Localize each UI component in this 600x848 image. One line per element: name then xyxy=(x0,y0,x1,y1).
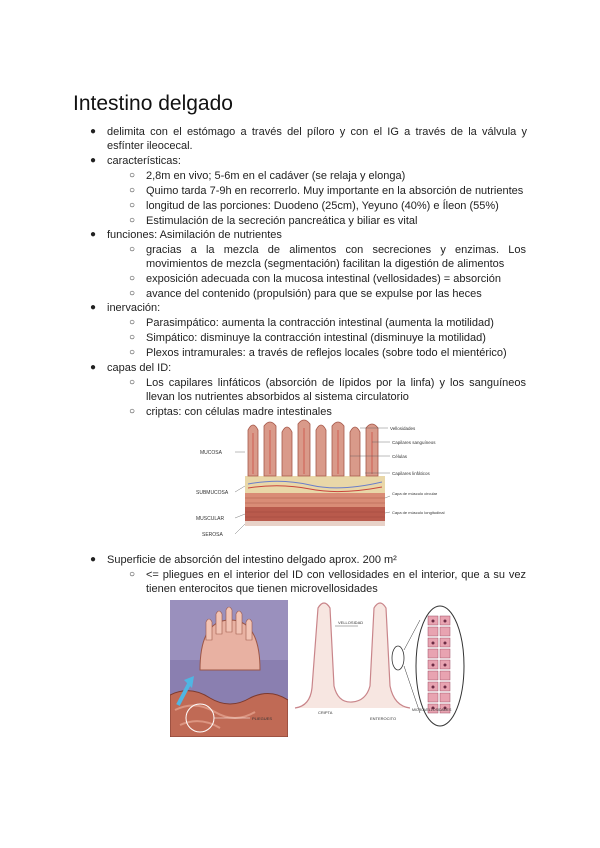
sub-bullet-text: Estimulación de la secreción pancreática y biliar es vital xyxy=(146,215,418,227)
bullet-text: esfínter ileocecal. xyxy=(107,140,193,152)
bullet-text: características: xyxy=(107,155,181,167)
label-serosa: SEROSA xyxy=(202,532,223,538)
bullet-text: delimita con el estómago a través del píloro y con el IG a través de la válvula y xyxy=(107,126,527,138)
villus-enterocyte-diagram xyxy=(290,598,470,733)
sub-bullet-text: 2,8m en vivo; 5-6m en el cadáver (se relaja y elonga) xyxy=(146,170,406,182)
label-capilares-sanguineos: Capilares sanguíneos xyxy=(392,440,436,445)
sub-bullet-text: longitud de las porciones: Duodeno (25cm), Yeyuno (40%) e Íleon (55%) xyxy=(146,200,499,212)
sub-bullet-glyph: ○ xyxy=(129,273,136,284)
sub-bullet-glyph: ○ xyxy=(129,332,136,343)
sub-bullet-text: exposición adecuada con la mucosa intestinal (vellosidades) = absorción xyxy=(146,273,501,285)
label-submucosa: SUBMUCOSA xyxy=(196,490,229,496)
sub-bullet-text: gracias a la mezcla de alimentos con secreciones y enzimas. Los xyxy=(146,244,526,256)
label-vellosidad: VELLOSIDAD xyxy=(338,620,364,625)
sub-bullet-glyph: ○ xyxy=(129,377,136,388)
sub-bullet-text: Quimo tarda 7-9h en recorrerlo. Muy importante en la absorción de nutrientes xyxy=(146,185,524,197)
sub-bullet-glyph: ○ xyxy=(129,170,136,181)
sub-bullet-glyph: ○ xyxy=(129,215,136,226)
sub-bullet-text: criptas: con células madre intestinales xyxy=(146,406,332,418)
intestinal-wall-figure xyxy=(190,418,450,543)
bullet-glyph: ● xyxy=(90,155,97,166)
sub-bullet-glyph: ○ xyxy=(129,200,136,211)
sub-bullet-text: tienen enterocitos que tienen microvellosidades xyxy=(146,583,378,595)
sub-bullet-text: Simpático: disminuye la contracción intestinal (disminuye la motilidad) xyxy=(146,332,486,344)
bullet-glyph: ● xyxy=(90,126,97,137)
bullet-text: inervación: xyxy=(107,302,161,314)
bullet-glyph: ● xyxy=(90,554,97,565)
label-microvellosidades: MICROVELLOSIDADES xyxy=(412,708,452,712)
sub-bullet-text: avance del contenido (propulsión) para que se expulse por las heces xyxy=(146,288,482,300)
label-enterocito: ENTEROCITO xyxy=(370,716,397,721)
label-capa-longitudinal: Capa de músculo longitudinal xyxy=(392,510,445,515)
sub-bullet-text: llevan los nutrientes absorbidos al sistema circulatorio xyxy=(146,391,409,403)
circular-muscle-layer xyxy=(245,493,385,507)
page-title: Intestino delgado xyxy=(73,92,233,115)
submucosa-layer xyxy=(245,476,385,493)
intestine-folds-illustration xyxy=(170,600,288,737)
bullet-text: Superficie de absorción del intestino delgado aprox. 200 m² xyxy=(107,554,397,566)
sub-bullet-glyph: ○ xyxy=(129,185,136,196)
sub-bullet-glyph: ○ xyxy=(129,244,136,255)
bullet-text: funciones: Asimilación de nutrientes xyxy=(107,229,282,241)
label-capa-circular: Capa de músculo circular xyxy=(392,491,438,496)
sub-bullet-glyph: ○ xyxy=(129,406,136,417)
label-capilares-linfaticos: Capilares linfáticos xyxy=(392,471,430,476)
label-cripta: CRIPTA xyxy=(318,710,333,715)
villi xyxy=(248,420,378,476)
sub-bullet-glyph: ○ xyxy=(129,317,136,328)
bullet-glyph: ● xyxy=(90,302,97,313)
label-mucosa: MUCOSA xyxy=(200,450,222,456)
sub-bullet-text: <= pliegues en el interior del ID con vellosidades en el interior, que a su vez xyxy=(146,569,526,581)
sub-bullet-glyph: ○ xyxy=(129,569,136,580)
label-vellosidades: Vellosidades xyxy=(390,426,416,431)
serosa-layer xyxy=(245,521,385,526)
sub-bullet-text: movimientos de mezcla (segmentación) facilitan la digestión de alimentos xyxy=(146,258,505,270)
label-celulas: Células xyxy=(392,454,408,459)
bullet-text: capas del ID: xyxy=(107,362,172,374)
label-pliegues: PLIEGUES xyxy=(252,716,273,721)
sub-bullet-text: Plexos intramurales: a través de reflejos locales (sobre todo el mientérico) xyxy=(146,347,507,359)
bullet-glyph: ● xyxy=(90,362,97,373)
sub-bullet-glyph: ○ xyxy=(129,347,136,358)
sub-bullet-text: Parasimpático: aumenta la contracción intestinal (aumenta la motilidad) xyxy=(146,317,494,329)
label-muscular: MUSCULAR xyxy=(196,516,225,522)
longitudinal-muscle-layer xyxy=(245,507,385,521)
sub-bullet-glyph: ○ xyxy=(129,288,136,299)
sub-bullet-text: Los capilares linfáticos (absorción de lípidos por la linfa) y los sanguíneos xyxy=(146,377,526,389)
bullet-glyph: ● xyxy=(90,229,97,240)
